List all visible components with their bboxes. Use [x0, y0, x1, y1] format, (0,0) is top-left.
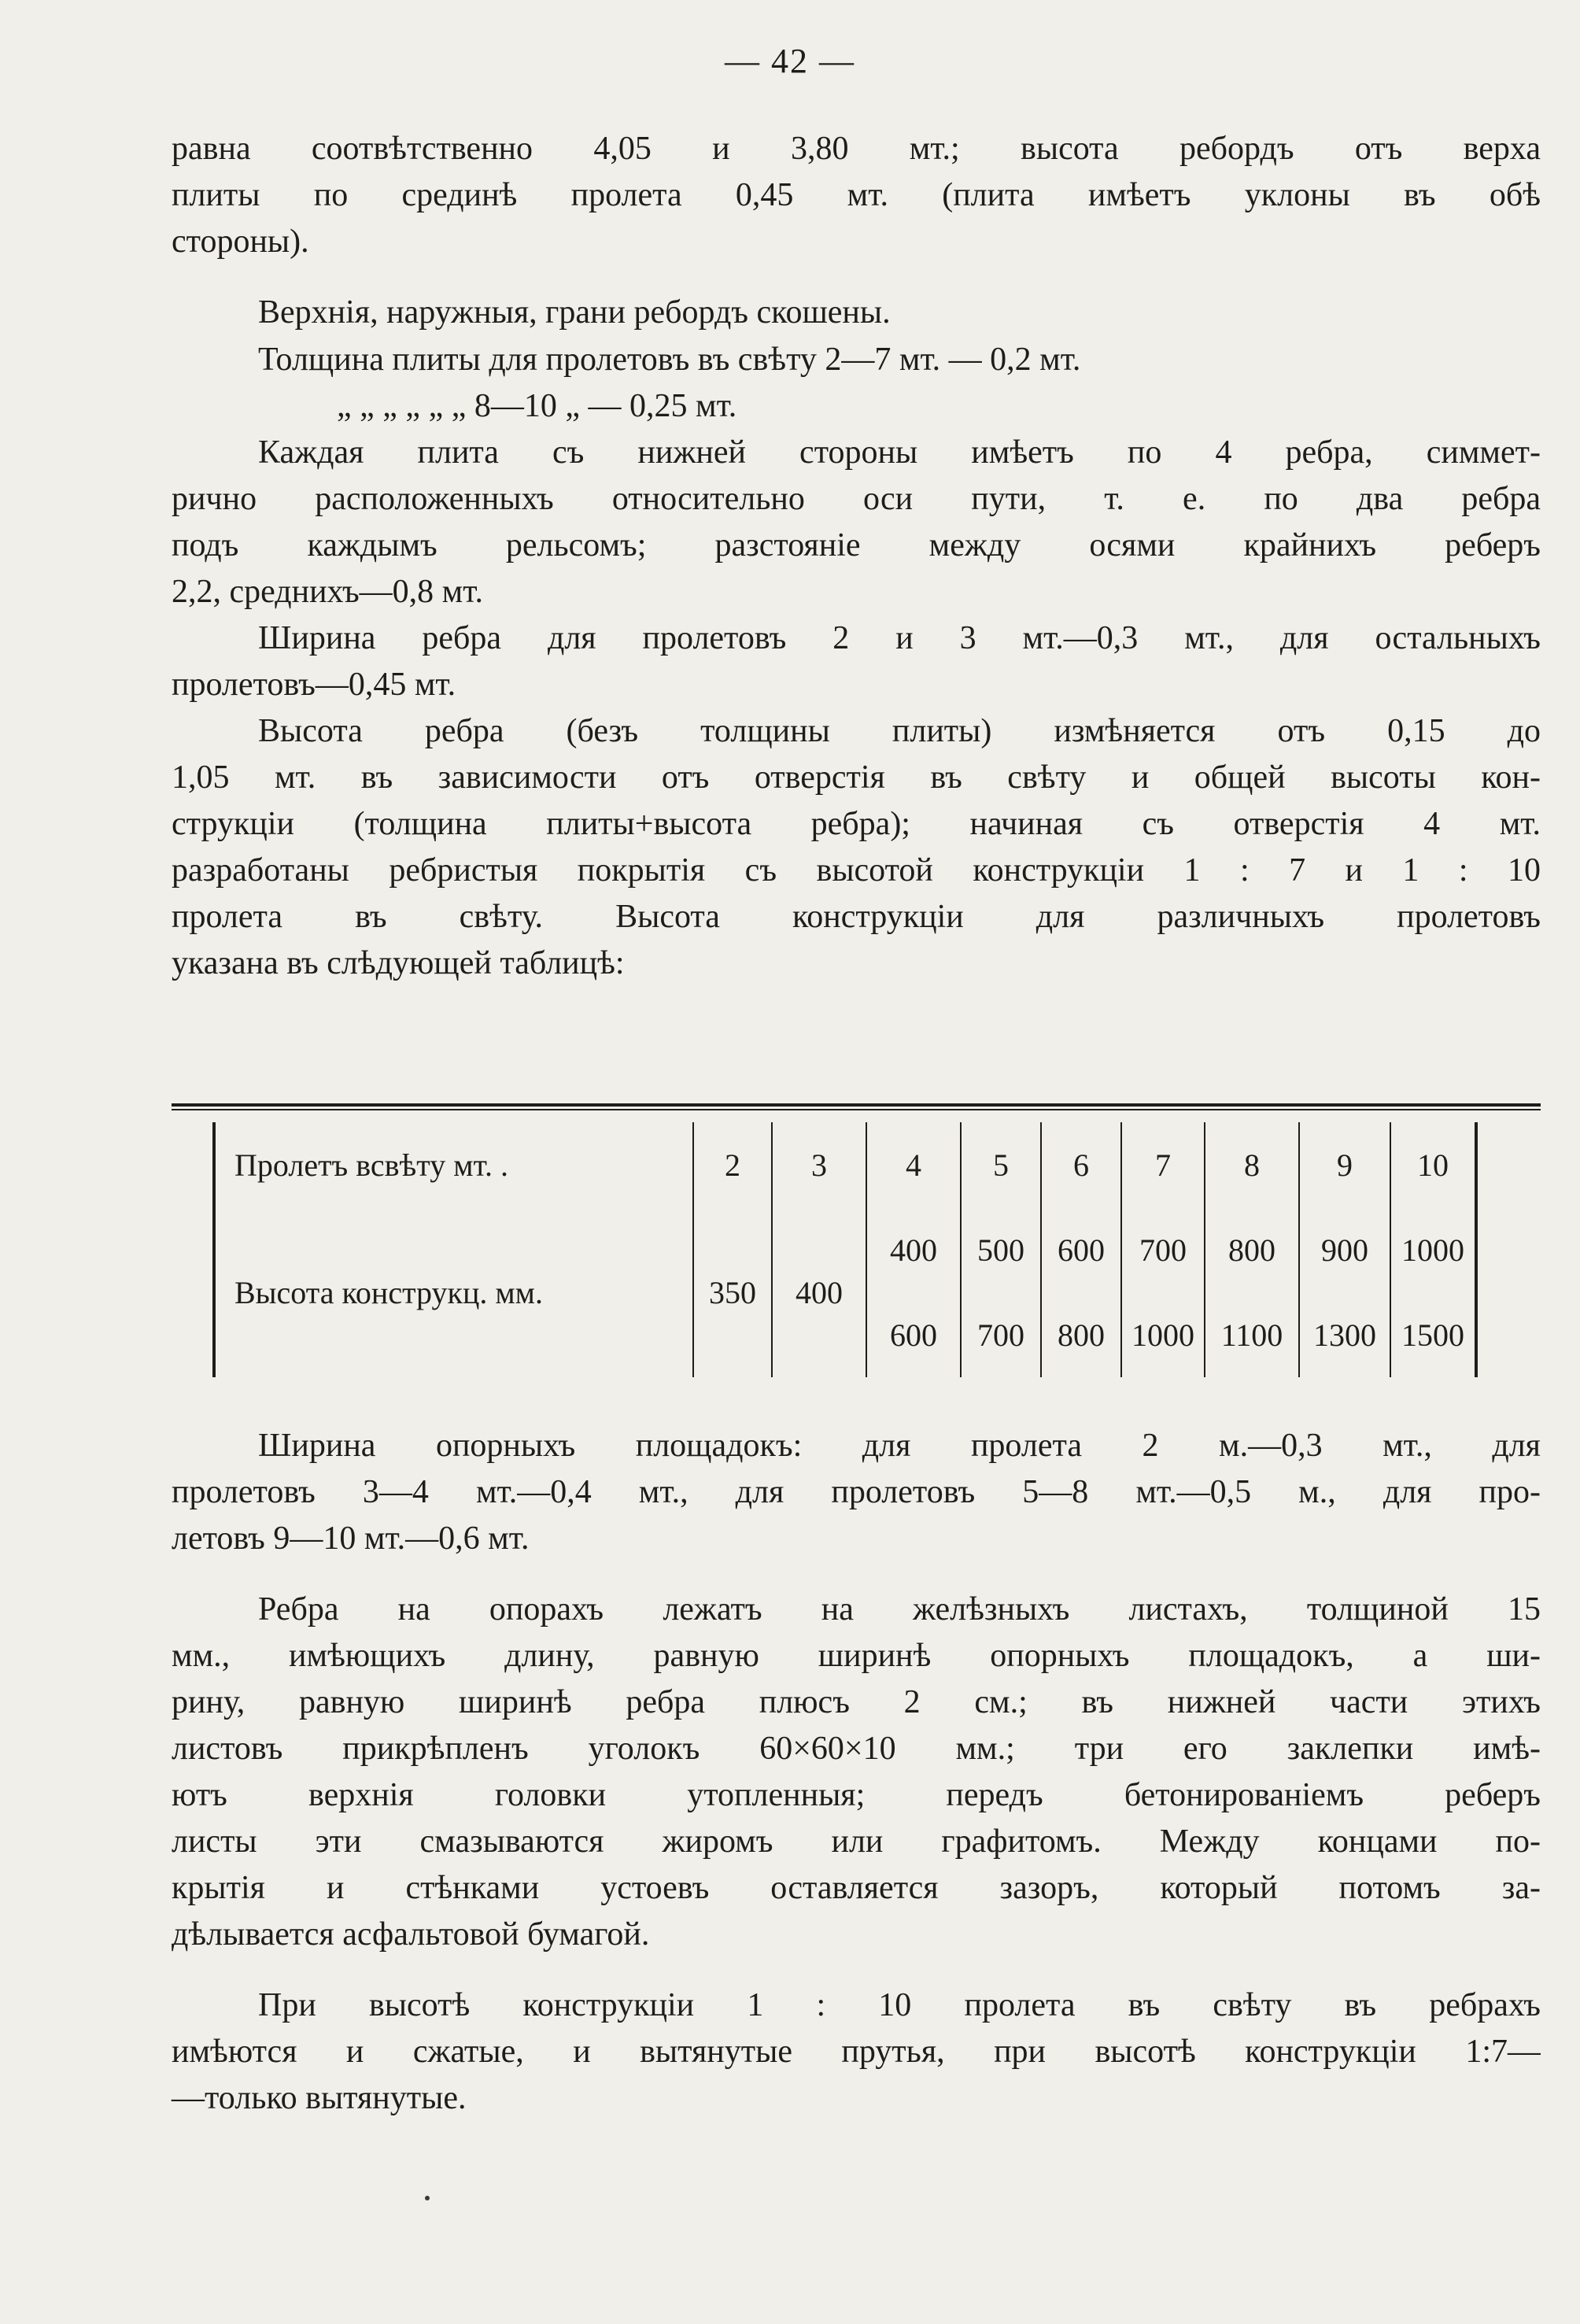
text-line: Высота ребра (безъ толщины плиты) измѣняется отъ 0,15 до	[258, 713, 1541, 749]
text-line: Ширина ребра для пролетовъ 2 и 3 мт.—0,3 мт., для остальныхъ	[258, 620, 1541, 656]
text-line: Ребра на опорахъ лежатъ на желѣзныхъ листахъ, толщиной 15	[258, 1591, 1541, 1628]
text-line: пролетовъ 3—4 мт.—0,4 мт., для пролетовъ 5—8 мт.—0,5 м., для про-	[172, 1474, 1541, 1510]
spacer	[172, 1958, 1541, 1982]
table-cell: 9	[1299, 1122, 1390, 1207]
table-cell: 600	[890, 1317, 937, 1353]
table-cell: 400	[772, 1207, 866, 1377]
table-cell: 1000	[1401, 1232, 1464, 1268]
table-cell: 1000	[1131, 1317, 1194, 1353]
table-grid	[212, 1122, 1478, 1377]
text-line: Ширина опорныхъ площадокъ: для пролета 2 м.—0,3 мт., для	[258, 1428, 1541, 1464]
text-line: дѣлывается асфальтовой бумагой.	[172, 1916, 650, 1953]
text-line: —только вытянутые.	[172, 2080, 467, 2116]
table-cell: 2	[693, 1122, 772, 1207]
table-cell: 900	[1321, 1232, 1368, 1268]
text-line: Верхнія, наружныя, грани ребордъ скошены.	[258, 294, 891, 331]
table-cell: 700	[1139, 1232, 1187, 1268]
row-label-height: Высота конструкц. мм.	[214, 1207, 693, 1377]
span-height-table	[172, 1103, 1541, 1353]
table-cell: 500	[977, 1232, 1024, 1268]
table-cell: 1500	[1401, 1317, 1464, 1353]
table-cell: 8	[1205, 1122, 1299, 1207]
text-line: 1,05 мт. въ зависимости отъ отверстія въ свѣту и общей высоты кон-	[172, 759, 1541, 796]
text-line: Толщина плиты для пролетовъ въ свѣту 2—7 мт. — 0,2 мт.	[258, 342, 1081, 378]
paragraph-block-2	[172, 337, 1541, 987]
text-line: мм., имѣющихъ длину, равную ширинѣ опорныхъ площадокъ, а ши-	[172, 1638, 1541, 1674]
table-cell: 7	[1121, 1122, 1205, 1207]
text-line: пролета въ свѣту. Высота конструкціи для различныхъ пролетовъ	[172, 899, 1541, 935]
text-line: крытія и стѣнками устоевъ оставляется зазоръ, который потомъ за-	[172, 1870, 1541, 1906]
text-line: стороны).	[172, 224, 309, 260]
text-line: указана въ слѣдующей таблицѣ:	[172, 945, 625, 981]
table-cell: 600	[1058, 1232, 1105, 1268]
table-cell: 800	[1058, 1317, 1105, 1353]
table-top-rule-2	[172, 1109, 1541, 1110]
table-cell: 1300	[1313, 1317, 1376, 1353]
table-cell: 4	[866, 1122, 961, 1207]
text-line: „ „ „ „ „ „ 8—10 „ — 0,25 мт.	[337, 388, 737, 424]
table-cell: 350	[693, 1207, 772, 1377]
text-line: разработаны ребристыя покрытія съ высотой конструкціи 1 : 7 и 1 : 10	[172, 852, 1541, 889]
table-cell: 5	[961, 1122, 1041, 1207]
table-cell: 400	[890, 1232, 937, 1268]
text-line: листовъ прикрѣпленъ уголокъ 60×60×10 мм.; три его заклепки имѣ-	[172, 1731, 1541, 1767]
table-cell: 700	[977, 1317, 1024, 1353]
spacer	[172, 265, 1541, 290]
table-cell: 800	[1228, 1232, 1275, 1268]
text-line: пролетовъ—0,45 мт.	[172, 667, 456, 703]
table-top-rule	[172, 1103, 1541, 1107]
table-row	[214, 1207, 1476, 1377]
row-label-span: Пролетъ всвѣту мт. .	[214, 1122, 693, 1207]
page-number: — 42 —	[725, 42, 855, 80]
paragraph-block-3	[172, 1423, 1541, 2122]
text-line: равна соотвѣтственно 4,05 и 3,80 мт.; высота ребордъ отъ верха	[172, 131, 1541, 167]
text-line: рично расположенныхъ относительно оси пути, т. е. по два ребра	[172, 481, 1541, 517]
text-line: струкціи (толщина плиты+высота ребра); начиная съ отверстія 4 мт.	[172, 806, 1541, 842]
ink-speck	[425, 2196, 430, 2200]
text-line: рину, равную ширинѣ ребра плюсъ 2 см.; въ нижней части этихъ	[172, 1684, 1541, 1720]
paragraph-block-1	[172, 126, 1541, 336]
text-line: имѣются и сжатые, и вытянутые прутья, при высотѣ конструкціи 1:7—	[172, 2034, 1541, 2070]
table-row	[214, 1122, 1476, 1207]
text-line: летовъ 9—10 мт.—0,6 мт.	[172, 1520, 530, 1557]
text-line: При высотѣ конструкціи 1 : 10 пролета въ свѣту въ ребрахъ	[258, 1987, 1541, 2023]
text-line: 2,2, среднихъ—0,8 мт.	[172, 574, 483, 610]
text-line: подъ каждымъ рельсомъ; разстояніе между осями крайнихъ реберъ	[172, 527, 1541, 563]
text-line: листы эти смазываются жиромъ или графитомъ. Между концами по-	[172, 1823, 1541, 1860]
text-line: ютъ верхнія головки утопленныя; передъ бетонированіемъ реберъ	[172, 1777, 1541, 1813]
table-cell: 6	[1041, 1122, 1121, 1207]
table-cell: 10	[1390, 1122, 1476, 1207]
text-line: Каждая плита съ нижней стороны имѣетъ по 4 ребра, симмет-	[258, 434, 1541, 471]
table-cell: 3	[772, 1122, 866, 1207]
text-line: плиты по срединѣ пролета 0,45 мт. (плита имѣетъ уклоны въ обѣ	[172, 177, 1541, 213]
spacer	[172, 1562, 1541, 1587]
table-cell: 1100	[1220, 1317, 1283, 1353]
